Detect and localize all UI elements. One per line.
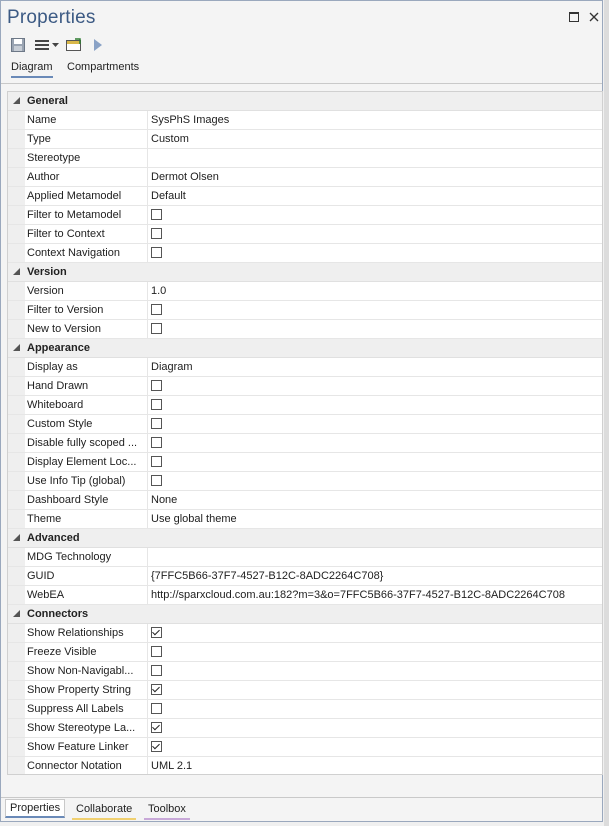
properties-icon[interactable] bbox=[65, 36, 83, 54]
property-name: Author bbox=[27, 168, 148, 186]
menu-icon[interactable] bbox=[33, 36, 51, 54]
property-value[interactable]: Use global theme bbox=[151, 513, 237, 525]
property-row[interactable] bbox=[8, 111, 602, 130]
collapse-chevron-icon[interactable] bbox=[13, 268, 20, 275]
section-title: Version bbox=[27, 266, 67, 278]
property-name: Display as bbox=[27, 358, 148, 376]
property-value[interactable]: Dermot Olsen bbox=[151, 171, 219, 183]
row-gutter bbox=[8, 491, 25, 509]
property-checkbox[interactable] bbox=[151, 722, 162, 733]
row-gutter bbox=[8, 377, 25, 395]
property-row[interactable] bbox=[8, 301, 602, 320]
section-header-appearance[interactable] bbox=[8, 339, 602, 358]
property-name: WebEA bbox=[27, 586, 148, 604]
property-name: Connector Notation bbox=[27, 757, 148, 775]
row-gutter bbox=[8, 681, 25, 699]
property-checkbox[interactable] bbox=[151, 323, 162, 334]
row-gutter bbox=[8, 472, 25, 490]
tab-diagram[interactable]: Diagram bbox=[11, 61, 53, 78]
bottom-tab-label: Collaborate bbox=[76, 803, 133, 815]
property-name: Filter to Context bbox=[27, 225, 148, 243]
property-name: Use Info Tip (global) bbox=[27, 472, 148, 490]
collapse-chevron-icon[interactable] bbox=[13, 97, 20, 104]
row-gutter bbox=[8, 320, 25, 338]
property-row[interactable] bbox=[8, 681, 602, 700]
collapse-chevron-icon[interactable] bbox=[13, 534, 20, 541]
property-name: GUID bbox=[27, 567, 148, 585]
row-gutter bbox=[8, 187, 25, 205]
section-title: General bbox=[27, 95, 68, 107]
property-name: Custom Style bbox=[27, 415, 148, 433]
property-grid bbox=[7, 91, 603, 775]
property-row[interactable] bbox=[8, 738, 602, 757]
property-name: Context Navigation bbox=[27, 244, 148, 262]
bottom-tab-toolbox[interactable] bbox=[144, 801, 190, 817]
row-gutter bbox=[8, 130, 25, 148]
property-checkbox[interactable] bbox=[151, 247, 162, 258]
property-name: Show Non-Navigabl... bbox=[27, 662, 148, 680]
property-checkbox[interactable] bbox=[151, 646, 162, 657]
property-row[interactable] bbox=[8, 358, 602, 377]
tab-accent bbox=[144, 818, 190, 820]
property-name: Filter to Metamodel bbox=[27, 206, 148, 224]
property-row[interactable] bbox=[8, 719, 602, 738]
property-value[interactable] bbox=[151, 548, 598, 566]
bottom-tab-bar bbox=[1, 797, 602, 820]
section-header-advanced[interactable] bbox=[8, 529, 602, 548]
row-gutter bbox=[8, 168, 25, 186]
property-row[interactable] bbox=[8, 396, 602, 415]
property-row[interactable] bbox=[8, 662, 602, 681]
property-checkbox[interactable] bbox=[151, 304, 162, 315]
property-checkbox[interactable] bbox=[151, 684, 162, 695]
bottom-tab-label: Toolbox bbox=[148, 803, 186, 815]
property-row[interactable] bbox=[8, 244, 602, 263]
row-gutter bbox=[8, 643, 25, 661]
property-checkbox[interactable] bbox=[151, 380, 162, 391]
property-value[interactable]: None bbox=[151, 494, 178, 506]
property-name: Suppress All Labels bbox=[27, 700, 148, 718]
property-row[interactable] bbox=[8, 168, 602, 187]
row-gutter bbox=[8, 225, 25, 243]
property-row[interactable] bbox=[8, 510, 602, 529]
row-gutter bbox=[8, 434, 25, 452]
section-title: Connectors bbox=[27, 608, 89, 620]
property-value[interactable]: UML 2.1 bbox=[151, 760, 193, 772]
row-gutter bbox=[8, 719, 25, 737]
property-checkbox[interactable] bbox=[151, 228, 162, 239]
collapse-chevron-icon[interactable] bbox=[13, 344, 20, 351]
property-name: Stereotype bbox=[27, 149, 148, 167]
property-checkbox[interactable] bbox=[151, 703, 162, 714]
property-row[interactable] bbox=[8, 206, 602, 225]
property-row[interactable] bbox=[8, 567, 602, 586]
property-value[interactable]: Default bbox=[151, 190, 186, 202]
window-title: Properties bbox=[7, 7, 96, 28]
tab-bar bbox=[1, 57, 602, 84]
row-gutter bbox=[8, 700, 25, 718]
section-header-version[interactable] bbox=[8, 263, 602, 282]
row-gutter bbox=[8, 548, 25, 566]
row-gutter bbox=[8, 149, 25, 167]
property-name: Type bbox=[27, 130, 148, 148]
property-row[interactable] bbox=[8, 548, 602, 567]
property-row[interactable] bbox=[8, 320, 602, 339]
row-gutter bbox=[8, 567, 25, 585]
property-checkbox[interactable] bbox=[151, 399, 162, 410]
tab-accent bbox=[72, 818, 136, 820]
property-name: Show Property String bbox=[27, 681, 148, 699]
row-gutter bbox=[8, 301, 25, 319]
property-row[interactable] bbox=[8, 586, 602, 605]
property-name: Hand Drawn bbox=[27, 377, 148, 395]
section-title: Advanced bbox=[27, 532, 80, 544]
property-checkbox[interactable] bbox=[151, 437, 162, 448]
property-value[interactable]: SysPhS Images bbox=[151, 114, 230, 126]
property-name: Freeze Visible bbox=[27, 643, 148, 661]
property-value[interactable]: Diagram bbox=[151, 361, 193, 373]
property-checkbox[interactable] bbox=[151, 418, 162, 429]
collapse-chevron-icon[interactable] bbox=[13, 610, 20, 617]
tab-compartments[interactable]: Compartments bbox=[67, 61, 140, 73]
bottom-tab-properties[interactable] bbox=[5, 799, 65, 818]
row-gutter bbox=[8, 510, 25, 528]
property-checkbox[interactable] bbox=[151, 741, 162, 752]
play-icon[interactable] bbox=[89, 36, 107, 54]
property-row[interactable] bbox=[8, 700, 602, 719]
row-gutter bbox=[8, 396, 25, 414]
property-row[interactable] bbox=[8, 130, 602, 149]
row-gutter bbox=[8, 358, 25, 376]
property-name: Disable fully scoped ... bbox=[27, 434, 148, 452]
bottom-tab-label: Properties bbox=[10, 802, 61, 814]
property-row[interactable] bbox=[8, 757, 602, 775]
property-value[interactable]: http://sparxcloud.com.au:182?m=3&o=7FFC5B66-37F7-4527-B12C-8ADC2264C708 bbox=[151, 589, 565, 601]
row-gutter bbox=[8, 662, 25, 680]
close-icon[interactable] bbox=[587, 10, 601, 24]
property-row[interactable] bbox=[8, 624, 602, 643]
property-row[interactable] bbox=[8, 225, 602, 244]
property-row[interactable] bbox=[8, 282, 602, 301]
property-name: Show Feature Linker bbox=[27, 738, 148, 756]
side-edge bbox=[604, 0, 609, 826]
property-name: MDG Technology bbox=[27, 548, 148, 566]
toolbar bbox=[9, 35, 107, 55]
property-name: Display Element Loc... bbox=[27, 453, 148, 471]
maximize-icon[interactable] bbox=[567, 10, 581, 24]
property-name: Show Relationships bbox=[27, 624, 148, 642]
row-gutter bbox=[8, 282, 25, 300]
property-name: Theme bbox=[27, 510, 148, 528]
property-row[interactable] bbox=[8, 643, 602, 662]
property-row[interactable] bbox=[8, 187, 602, 206]
property-checkbox[interactable] bbox=[151, 456, 162, 467]
row-gutter bbox=[8, 586, 25, 604]
property-name: Applied Metamodel bbox=[27, 187, 148, 205]
property-row[interactable] bbox=[8, 434, 602, 453]
section-title: Appearance bbox=[27, 342, 90, 354]
property-name: Whiteboard bbox=[27, 396, 148, 414]
property-value[interactable] bbox=[151, 149, 598, 167]
row-gutter bbox=[8, 244, 25, 262]
property-name: New to Version bbox=[27, 320, 148, 338]
row-gutter bbox=[8, 111, 25, 129]
row-gutter bbox=[8, 624, 25, 642]
bottom-tab-collaborate[interactable] bbox=[72, 801, 136, 817]
property-checkbox[interactable] bbox=[151, 627, 162, 638]
property-name: Show Stereotype La... bbox=[27, 719, 148, 737]
property-row[interactable] bbox=[8, 377, 602, 396]
property-value[interactable]: Custom bbox=[151, 133, 189, 145]
property-checkbox[interactable] bbox=[151, 209, 162, 220]
property-value[interactable]: 1.0 bbox=[151, 285, 167, 297]
property-value[interactable]: {7FFC5B66-37F7-4527-B12C-8ADC2264C708} bbox=[151, 570, 384, 582]
row-gutter bbox=[8, 738, 25, 756]
property-name: Dashboard Style bbox=[27, 491, 148, 509]
property-name: Name bbox=[27, 111, 148, 129]
property-row[interactable] bbox=[8, 415, 602, 434]
property-row[interactable] bbox=[8, 453, 602, 472]
property-checkbox[interactable] bbox=[151, 665, 162, 676]
property-row[interactable] bbox=[8, 491, 602, 510]
property-checkbox[interactable] bbox=[151, 475, 162, 486]
section-header-connectors[interactable] bbox=[8, 605, 602, 624]
dropdown-icon[interactable] bbox=[51, 36, 59, 54]
property-name: Version bbox=[27, 282, 148, 300]
row-gutter bbox=[8, 757, 25, 775]
row-gutter bbox=[8, 206, 25, 224]
property-row[interactable] bbox=[8, 472, 602, 491]
row-gutter bbox=[8, 415, 25, 433]
save-icon[interactable] bbox=[9, 36, 27, 54]
row-gutter bbox=[8, 453, 25, 471]
property-row[interactable] bbox=[8, 149, 602, 168]
section-header-general[interactable] bbox=[8, 92, 602, 111]
property-name: Filter to Version bbox=[27, 301, 148, 319]
